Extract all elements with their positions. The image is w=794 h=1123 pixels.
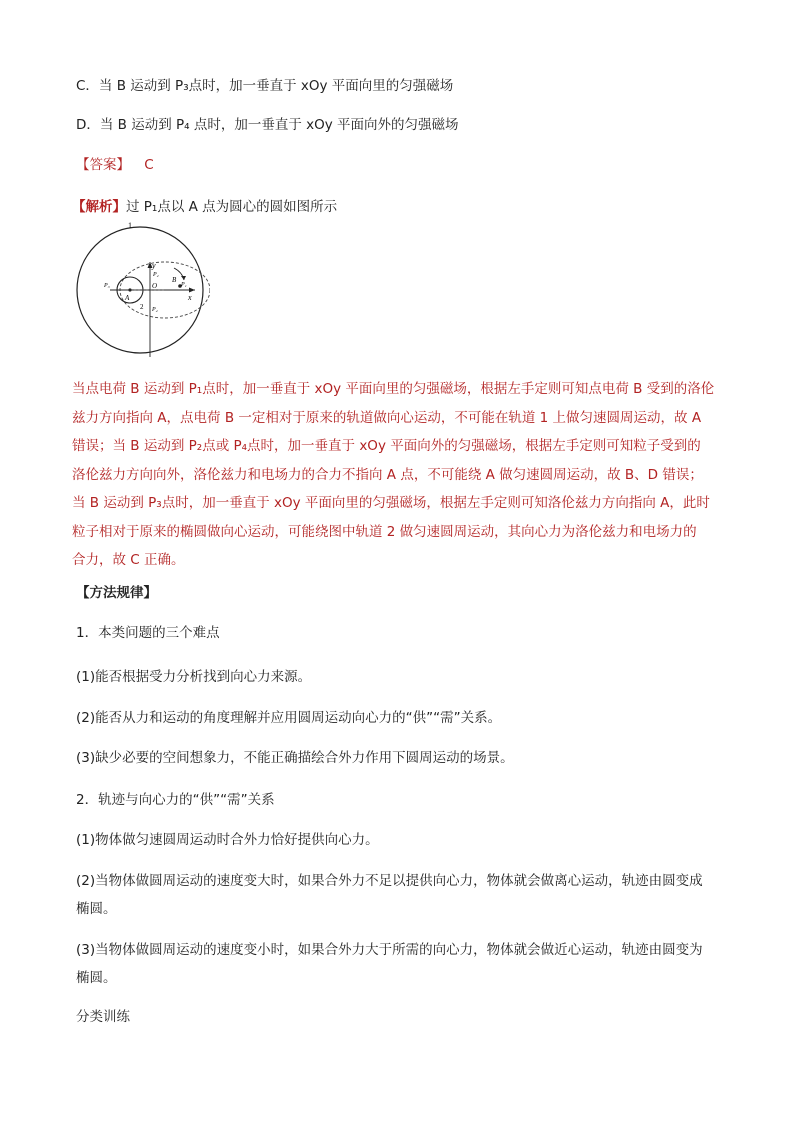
section-2-item-cont: 椭圆。 bbox=[76, 970, 117, 986]
analysis-intro: 过 P₁点以 A 点为圆心的圆如图所示 bbox=[126, 199, 338, 215]
footer-text: 分类训练 bbox=[76, 1009, 130, 1025]
label-y: y bbox=[152, 261, 156, 270]
label-a: A bbox=[125, 294, 130, 302]
analysis-line: 洛伦兹力方向向外，洛伦兹力和电场力的合力不指向 A 点，不可能绕 A 做匀速圆周运动，故 B、D 错误； bbox=[72, 466, 703, 483]
label-b: B bbox=[172, 276, 177, 284]
section-2-item: (2)当物体做圆周运动的速度变大时，如果合外力不足以提供向心力，物体就会做离心运动，轨迹由圆变成 bbox=[76, 873, 703, 889]
analysis-line: 合力，故 C 正确。 bbox=[72, 552, 185, 568]
answer-label: 【答案】 bbox=[76, 157, 130, 173]
analysis-line: 兹力方向指向 A，点电荷 B 一定相对于原来的轨道做向心运动，不可能在轨道 1 上做匀速圆周运动，故 A bbox=[72, 409, 702, 426]
option-c: C．当 B 运动到 P₃点时，加一垂直于 xOy 平面向里的匀强磁场 bbox=[76, 78, 454, 94]
label-p1: P₁ bbox=[181, 282, 187, 288]
analysis-body bbox=[72, 375, 722, 575]
label-p4: P₄ bbox=[152, 307, 158, 313]
label-x: x bbox=[188, 293, 192, 302]
section-2-item: (1)物体做匀速圆周运动时合外力恰好提供向心力。 bbox=[76, 832, 379, 848]
analysis-line: 当点电荷 B 运动到 P₁点时，加一垂直于 xOy 平面向里的匀强磁场，根据左手定则可知点电荷 B 受到的洛伦 bbox=[72, 381, 715, 397]
section-1-title: 1．本类问题的三个难点 bbox=[76, 625, 220, 641]
section-2-title: 2．轨迹与向心力的“供”“需”关系 bbox=[76, 792, 275, 808]
label-orbit-2: 2 bbox=[140, 303, 144, 311]
x-arrow-icon bbox=[189, 288, 195, 293]
orbit-diagram bbox=[70, 210, 210, 360]
section-1-item: (3)缺少必要的空间想象力，不能正确描绘合外力作用下圆周运动的场景。 bbox=[76, 750, 514, 766]
answer-value: C bbox=[144, 157, 154, 173]
analysis-line: 当 B 运动到 P₃点时，加一垂直于 xOy 平面向里的匀强磁场，根据左手定则可知洛伦兹力方向指向 A，此时 bbox=[72, 495, 710, 511]
option-d: D．当 B 运动到 P₄ 点时，加一垂直于 xOy 平面向外的匀强磁场 bbox=[76, 117, 459, 133]
label-orbit-1: 1 bbox=[128, 221, 132, 230]
analysis-line: 错误；当 B 运动到 P₂点或 P₄点时，加一垂直于 xOy 平面向外的匀强磁场，根据左手定则可知粒子受到的 bbox=[72, 438, 701, 454]
analysis-line: 粒子相对于原来的椭圆做向心运动，可能绕图中轨道 2 做匀速圆周运动，其向心力为洛伦兹力和电场力的 bbox=[72, 523, 697, 540]
section-2-item-cont: 椭圆。 bbox=[76, 901, 117, 917]
answer-line bbox=[76, 155, 154, 175]
section-1-item: (1)能否根据受力分析找到向心力来源。 bbox=[76, 669, 312, 685]
section-1-item: (2)能否从力和运动的角度理解并应用圆周运动向心力的“供”“需”关系。 bbox=[76, 710, 502, 726]
section-2-item: (3)当物体做圆周运动的速度变小时，如果合外力大于所需的向心力，物体就会做近心运动，轨迹由圆变为 bbox=[76, 942, 703, 958]
method-heading: 【方法规律】 bbox=[76, 585, 157, 601]
label-origin: O bbox=[152, 282, 158, 290]
label-p3: P₃ bbox=[104, 283, 110, 289]
analysis-label: 【解析】 bbox=[72, 199, 126, 215]
point-a-dot bbox=[128, 288, 131, 291]
label-p2: P₂ bbox=[153, 272, 159, 278]
